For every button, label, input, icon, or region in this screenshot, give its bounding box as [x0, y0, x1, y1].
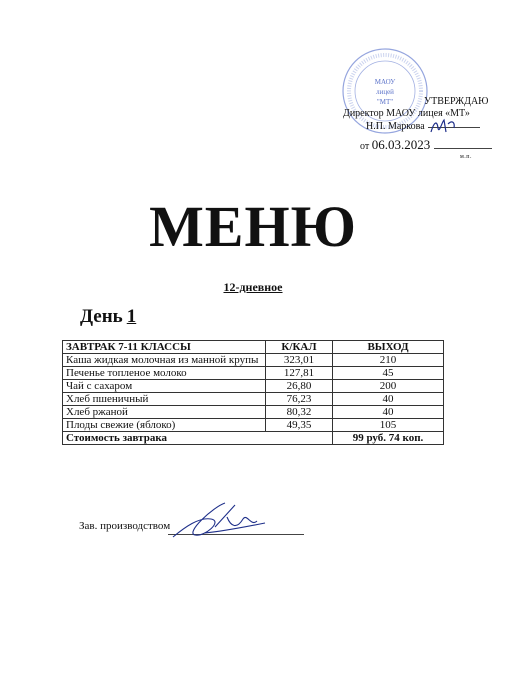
dish-output: 45	[333, 367, 444, 380]
dish-name: Печенье топленое молоко	[63, 367, 266, 380]
dish-kcal: 323,01	[266, 354, 333, 367]
svg-text:лицей: лицей	[376, 88, 394, 96]
dish-output: 105	[333, 419, 444, 432]
header-kcal: К/КАЛ	[266, 341, 333, 354]
dish-name: Хлеб пшеничный	[63, 393, 266, 406]
date-prefix: от	[360, 141, 370, 152]
header-output: ВЫХОД	[333, 341, 444, 354]
table-total-row	[63, 432, 444, 445]
day-text: День	[80, 306, 123, 327]
stamp-place-label: м.п.	[460, 154, 473, 160]
footer-label: Зав. производством	[79, 520, 171, 532]
table-row	[63, 393, 444, 406]
table-row	[63, 354, 444, 367]
table-row	[63, 419, 444, 432]
day-label	[80, 306, 136, 328]
approval-name	[366, 121, 480, 132]
dish-output: 40	[333, 393, 444, 406]
day-number: 1	[126, 306, 137, 327]
table-row	[63, 380, 444, 393]
dish-kcal: 76,23	[266, 393, 333, 406]
director-signature	[428, 116, 458, 136]
dish-name: Чай с сахаром	[63, 380, 266, 393]
dish-name: Каша жидкая молочная из манной крупы	[63, 354, 266, 367]
dish-kcal: 80,32	[266, 406, 333, 419]
approval-heading: УТВЕРЖДАЮ	[424, 96, 489, 107]
menu-table	[62, 340, 444, 445]
table-row	[63, 406, 444, 419]
dish-kcal: 26,80	[266, 380, 333, 393]
dish-kcal: 127,81	[266, 367, 333, 380]
dish-name: Плоды свежие (яблоко)	[63, 419, 266, 432]
page-title: МЕНЮ	[149, 194, 357, 259]
page-subtitle: 12-дневное	[223, 280, 283, 294]
approval-position: Директор МАОУ лицея «МТ»	[343, 108, 470, 119]
approval-date	[360, 137, 492, 153]
svg-text:МАОУ: МАОУ	[374, 78, 396, 86]
date-value: 06.03.2023	[371, 137, 431, 152]
dish-output: 210	[333, 354, 444, 367]
table-row	[63, 367, 444, 380]
header-dish: ЗАВТРАК 7-11 КЛАССЫ	[63, 341, 266, 354]
svg-text:"МТ": "МТ"	[376, 98, 394, 106]
total-label: Стоимость завтрака	[63, 432, 333, 445]
dish-kcal: 49,35	[266, 419, 333, 432]
dish-name: Хлеб ржаной	[63, 406, 266, 419]
approval-name-text: Н.П. Маркова	[366, 121, 425, 132]
dish-output: 40	[333, 406, 444, 419]
table-header-row	[63, 341, 444, 354]
total-value: 99 руб. 74 коп.	[333, 432, 444, 445]
dish-output: 200	[333, 380, 444, 393]
production-manager-signature	[165, 497, 275, 545]
